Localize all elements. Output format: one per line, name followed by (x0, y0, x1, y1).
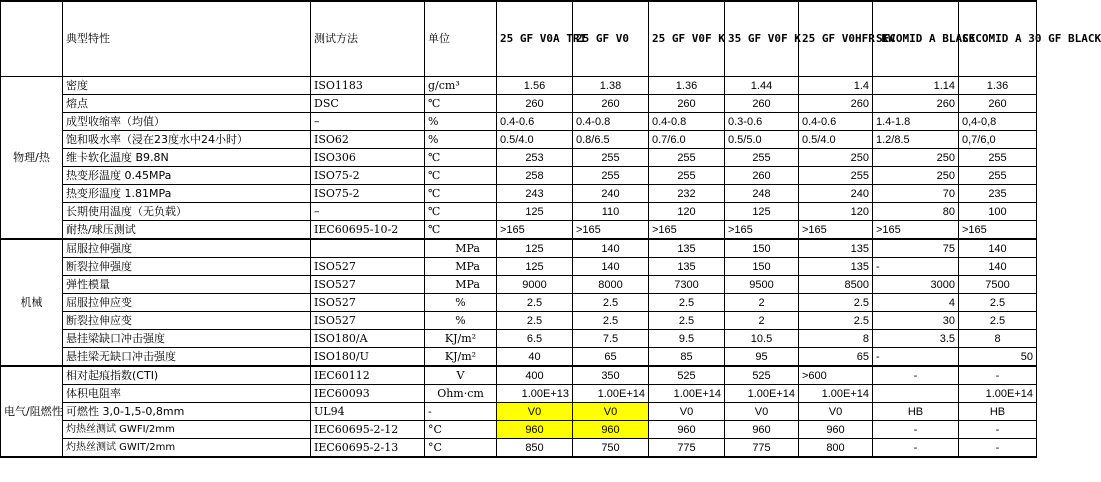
header-method: 测试方法 (311, 1, 425, 77)
value-cell: 255 (649, 149, 725, 167)
test-method: ISO306 (311, 149, 425, 167)
property-name: 可燃性 3,0-1,5-0,8mm (63, 403, 311, 421)
test-method: IEC60112 (311, 366, 425, 385)
unit: - (425, 403, 497, 421)
value-cell: 1.2/8.5 (873, 131, 959, 149)
category-mechanical: 机械 (1, 239, 63, 366)
value-cell: 4 (873, 294, 959, 312)
value-cell: 2.5 (799, 294, 873, 312)
unit: MPa (425, 276, 497, 294)
header-unit: 单位 (425, 1, 497, 77)
test-method: IEC60695-10-2 (311, 221, 425, 240)
test-method: ISO75-2 (311, 185, 425, 203)
unit: °C (425, 439, 497, 458)
property-name: 维卡软化温度 B9.8N (63, 149, 311, 167)
test-method: IEC60695-2-12 (311, 421, 425, 439)
value-cell: 243 (497, 185, 573, 203)
value-cell: 2.5 (573, 312, 649, 330)
value-cell: 140 (573, 239, 649, 258)
value-cell: 255 (573, 149, 649, 167)
value-cell: >165 (959, 221, 1037, 240)
value-cell: 750 (573, 439, 649, 458)
value-cell: 135 (649, 258, 725, 276)
table-row (1, 330, 1037, 348)
value-cell: 0,7/6,0 (959, 131, 1037, 149)
property-name: 断裂拉伸强度 (63, 258, 311, 276)
value-cell: HB (959, 403, 1037, 421)
table-row (1, 439, 1037, 458)
property-name: 熔点 (63, 95, 311, 113)
value-cell: 525 (649, 366, 725, 385)
value-cell: 140 (959, 258, 1037, 276)
value-cell: 260 (799, 95, 873, 113)
value-cell: 260 (649, 95, 725, 113)
unit: % (425, 131, 497, 149)
value-cell: 125 (497, 203, 573, 221)
value-cell: 125 (725, 203, 799, 221)
table-row (1, 203, 1037, 221)
test-method (311, 239, 425, 258)
value-cell: 260 (573, 95, 649, 113)
value-cell: 2.5 (649, 294, 725, 312)
table-row (1, 95, 1037, 113)
property-name: 长期使用温度（无负载） (63, 203, 311, 221)
value-cell: 8500 (799, 276, 873, 294)
value-cell: 255 (799, 167, 873, 185)
value-cell: 8 (959, 330, 1037, 348)
value-cell: 0.5/5.0 (725, 131, 799, 149)
value-cell: 65 (799, 348, 873, 367)
value-cell: >165 (725, 221, 799, 240)
value-cell: 960 (725, 421, 799, 439)
table-row (1, 113, 1037, 131)
value-cell: 250 (873, 167, 959, 185)
value-cell: 960 (649, 421, 725, 439)
table-row (1, 77, 1037, 95)
unit: KJ/m² (425, 330, 497, 348)
value-cell: 260 (725, 167, 799, 185)
unit: Ohm·cm (425, 385, 497, 403)
value-cell: 255 (959, 149, 1037, 167)
table-row (1, 221, 1037, 240)
value-cell: 775 (649, 439, 725, 458)
value-cell: 3000 (873, 276, 959, 294)
header-property: 典型特性 (63, 1, 311, 77)
value-cell: 150 (725, 239, 799, 258)
value-cell: 2.5 (649, 312, 725, 330)
value-cell: 258 (497, 167, 573, 185)
value-cell: 240 (799, 185, 873, 203)
value-cell: 125 (497, 258, 573, 276)
unit: V (425, 366, 497, 385)
property-name: 悬挂梁缺口冲击强度 (63, 330, 311, 348)
property-name: 悬挂梁无缺口冲击强度 (63, 348, 311, 367)
table-row (1, 239, 1037, 258)
value-cell: 125 (497, 239, 573, 258)
value-cell: 0.4-0.8 (573, 113, 649, 131)
test-method: ISO527 (311, 276, 425, 294)
header-grade-25gf-v0a-tr1: 25 GF V0A TR1 (497, 1, 573, 77)
value-cell: 140 (959, 239, 1037, 258)
value-cell: >600 (799, 366, 873, 385)
value-cell: 85 (649, 348, 725, 367)
value-cell: 775 (725, 439, 799, 458)
value-cell: 8000 (573, 276, 649, 294)
table-row (1, 421, 1037, 439)
value-cell: 1.00E+14 (725, 385, 799, 403)
value-cell: V0 (725, 403, 799, 421)
value-cell: 40 (497, 348, 573, 367)
value-cell: 0,4-0,8 (959, 113, 1037, 131)
value-cell: 232 (649, 185, 725, 203)
value-cell: 800 (799, 439, 873, 458)
value-cell: 110 (573, 203, 649, 221)
value-cell: 0.5/4.0 (799, 131, 873, 149)
value-cell: >165 (573, 221, 649, 240)
value-cell: 8 (799, 330, 873, 348)
value-cell: 150 (725, 258, 799, 276)
value-cell: 850 (497, 439, 573, 458)
corner-cell (1, 1, 63, 77)
value-cell: 9.5 (649, 330, 725, 348)
value-cell: 1.56 (497, 77, 573, 95)
table-row (1, 276, 1037, 294)
unit: ℃ (425, 149, 497, 167)
value-cell: 6.5 (497, 330, 573, 348)
value-cell: 80 (873, 203, 959, 221)
property-name: 弹性模量 (63, 276, 311, 294)
test-method: ISO75-2 (311, 167, 425, 185)
value-cell: - (959, 439, 1037, 458)
test-method: ISO180/A (311, 330, 425, 348)
value-cell: 1.00E+14 (959, 385, 1037, 403)
value-cell: 2.5 (497, 294, 573, 312)
value-cell: 2 (725, 294, 799, 312)
value-cell: 7.5 (573, 330, 649, 348)
value-cell-highlighted: V0 (573, 403, 649, 421)
unit: MPa (425, 239, 497, 258)
unit: °C (425, 421, 497, 439)
category-physical-thermal: 物理/热 (1, 77, 63, 240)
value-cell: 248 (725, 185, 799, 203)
value-cell: 0.8/6.5 (573, 131, 649, 149)
value-cell: 10.5 (725, 330, 799, 348)
value-cell: 1.00E+14 (649, 385, 725, 403)
value-cell: 135 (799, 239, 873, 258)
test-method: IEC60093 (311, 385, 425, 403)
test-method: ISO527 (311, 258, 425, 276)
value-cell: 255 (959, 167, 1037, 185)
value-cell: 65 (573, 348, 649, 367)
value-cell: 0.4-0.6 (799, 113, 873, 131)
property-name: 成型收缩率（均值） (63, 113, 311, 131)
value-cell: V0 (649, 403, 725, 421)
header-grade-25gf-v0hfr-kw: 25 GF V0HFR KW (799, 1, 873, 77)
value-cell: 0.7/6.0 (649, 131, 725, 149)
value-cell: 260 (873, 95, 959, 113)
property-name: 体积电阻率 (63, 385, 311, 403)
value-cell-highlighted: 960 (497, 421, 573, 439)
unit: KJ/m² (425, 348, 497, 367)
value-cell: - (873, 421, 959, 439)
value-cell: >165 (799, 221, 873, 240)
value-cell: - (873, 258, 959, 276)
value-cell: 250 (799, 149, 873, 167)
value-cell: 100 (959, 203, 1037, 221)
property-name: 热变形温度 1.81MPa (63, 185, 311, 203)
value-cell: V0 (799, 403, 873, 421)
unit: % (425, 113, 497, 131)
table-row (1, 149, 1037, 167)
value-cell: >165 (497, 221, 573, 240)
value-cell: 120 (799, 203, 873, 221)
property-name: 屈服拉伸应变 (63, 294, 311, 312)
value-cell: 1.00E+14 (799, 385, 873, 403)
value-cell: 30 (873, 312, 959, 330)
value-cell: 50 (959, 348, 1037, 367)
value-cell: 9000 (497, 276, 573, 294)
value-cell: HB (873, 403, 959, 421)
value-cell: 2 (725, 312, 799, 330)
value-cell: 9500 (725, 276, 799, 294)
property-name: 饱和吸水率（浸在23度水中24小时） (63, 131, 311, 149)
unit: ℃ (425, 185, 497, 203)
unit: ℃ (425, 203, 497, 221)
table-row (1, 185, 1037, 203)
value-cell: 350 (573, 366, 649, 385)
value-cell: 1.38 (573, 77, 649, 95)
value-cell: 0.4-0.6 (497, 113, 573, 131)
value-cell-highlighted: V0 (497, 403, 573, 421)
property-name: 密度 (63, 77, 311, 95)
property-name: 断裂拉伸应变 (63, 312, 311, 330)
test-method: UL94 (311, 403, 425, 421)
value-cell: 250 (873, 149, 959, 167)
property-name: 相对起痕指数(CTI) (63, 366, 311, 385)
value-cell: 1.14 (873, 77, 959, 95)
value-cell: 260 (959, 95, 1037, 113)
property-name: 灼热丝测试 GWIT/2mm (63, 439, 311, 458)
test-method: ISO1183 (311, 77, 425, 95)
value-cell: 2.5 (497, 312, 573, 330)
value-cell: 135 (649, 239, 725, 258)
value-cell: - (873, 439, 959, 458)
value-cell: 7500 (959, 276, 1037, 294)
value-cell: 135 (799, 258, 873, 276)
unit: % (425, 312, 497, 330)
value-cell: 400 (497, 366, 573, 385)
header-grade-secomida-30gf-black: SECOMID A 30 GF BLACK (959, 1, 1037, 77)
value-cell: 7300 (649, 276, 725, 294)
unit: % (425, 294, 497, 312)
value-cell: 3.5 (873, 330, 959, 348)
value-cell (873, 385, 959, 403)
header-row (1, 1, 1037, 77)
table-row (1, 385, 1037, 403)
value-cell: 2.5 (573, 294, 649, 312)
table-row (1, 131, 1037, 149)
value-cell: >165 (649, 221, 725, 240)
test-method: DSC (311, 95, 425, 113)
test-method: – (311, 203, 425, 221)
header-grade-secomida-black: SECOMID A BLACK (873, 1, 959, 77)
test-method: ISO180/U (311, 348, 425, 367)
unit: ℃ (425, 95, 497, 113)
value-cell: 0.4-0.8 (649, 113, 725, 131)
value-cell: 120 (649, 203, 725, 221)
unit: ℃ (425, 221, 497, 240)
value-cell: - (959, 366, 1037, 385)
value-cell: 260 (497, 95, 573, 113)
value-cell: 70 (873, 185, 959, 203)
test-method: ISO62 (311, 131, 425, 149)
value-cell: 2.5 (959, 294, 1037, 312)
value-cell: 2.5 (959, 312, 1037, 330)
test-method: ISO527 (311, 294, 425, 312)
header-grade-35gf-v0f-k: 35 GF V0F K (725, 1, 799, 77)
value-cell-highlighted: 960 (573, 421, 649, 439)
table-row (1, 366, 1037, 385)
value-cell: - (873, 348, 959, 367)
category-electrical-flame: 电气/阻燃性 (1, 366, 63, 457)
property-name: 屈服拉伸强度 (63, 239, 311, 258)
test-method: – (311, 113, 425, 131)
unit: ℃ (425, 167, 497, 185)
value-cell: 235 (959, 185, 1037, 203)
value-cell: 1.00E+13 (497, 385, 573, 403)
property-name: 灼热丝测试 GWFI/2mm (63, 421, 311, 439)
header-grade-25gf-v0: 25 GF V0 (573, 1, 649, 77)
value-cell: 95 (725, 348, 799, 367)
value-cell: 2.5 (799, 312, 873, 330)
value-cell: 1.36 (649, 77, 725, 95)
test-method: IEC60695-2-13 (311, 439, 425, 458)
table-row (1, 258, 1037, 276)
unit: g/cm³ (425, 77, 497, 95)
table-row (1, 294, 1037, 312)
table-row (1, 403, 1037, 421)
value-cell: 1.00E+14 (573, 385, 649, 403)
value-cell: - (959, 421, 1037, 439)
value-cell: 240 (573, 185, 649, 203)
header-grade-25gf-v0f-k: 25 GF V0F K (649, 1, 725, 77)
value-cell: 1.4-1.8 (873, 113, 959, 131)
value-cell: 1.4 (799, 77, 873, 95)
value-cell: 253 (497, 149, 573, 167)
property-name: 热变形温度 0.45MPa (63, 167, 311, 185)
table-row (1, 167, 1037, 185)
value-cell: 75 (873, 239, 959, 258)
value-cell: 140 (573, 258, 649, 276)
test-method: ISO527 (311, 312, 425, 330)
value-cell: 0.5/4.0 (497, 131, 573, 149)
value-cell: 255 (573, 167, 649, 185)
value-cell: 1.44 (725, 77, 799, 95)
value-cell: 960 (799, 421, 873, 439)
value-cell: 255 (649, 167, 725, 185)
table-row (1, 348, 1037, 367)
value-cell: - (873, 366, 959, 385)
value-cell: 1.36 (959, 77, 1037, 95)
value-cell: 255 (725, 149, 799, 167)
table-row (1, 312, 1037, 330)
value-cell: 260 (725, 95, 799, 113)
value-cell: >165 (873, 221, 959, 240)
unit: MPa (425, 258, 497, 276)
value-cell: 0.3-0.6 (725, 113, 799, 131)
value-cell: 525 (725, 366, 799, 385)
property-name: 耐热/球压测试 (63, 221, 311, 240)
